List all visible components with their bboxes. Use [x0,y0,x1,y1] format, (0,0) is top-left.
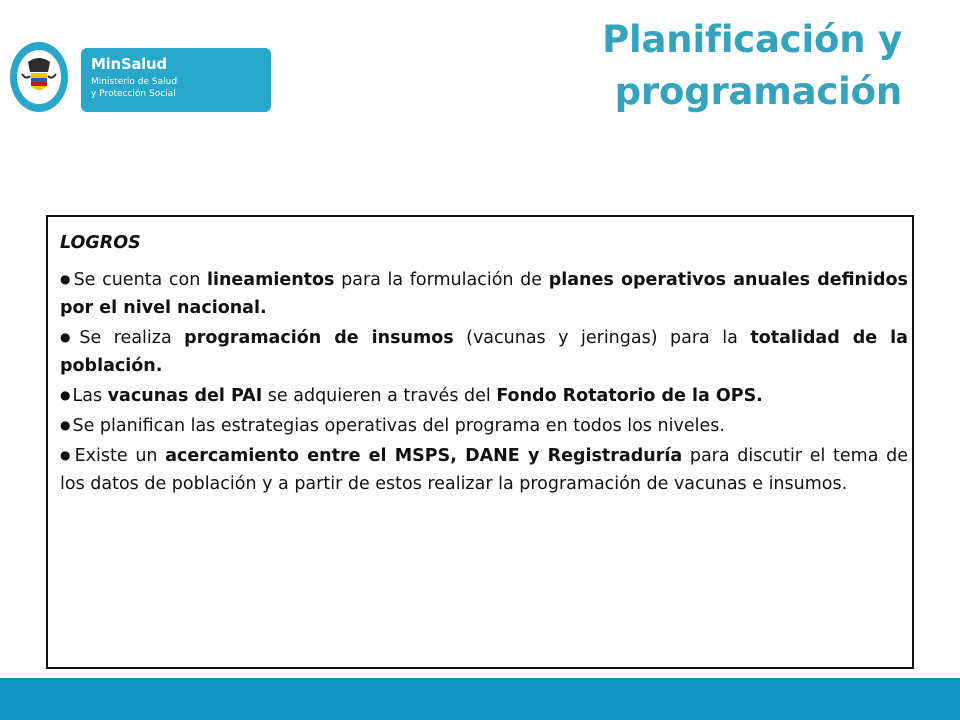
title-line-1: Planificación y [602,18,902,61]
colombia-seal-icon [8,40,70,114]
minsalud-brand-box [81,48,271,112]
logro-item-4 [60,411,908,440]
item-bold: totalidad de la población. [60,328,908,376]
logro-item-1 [60,265,908,322]
item-text: Existe un [74,446,166,466]
logro-item-5 [60,441,908,498]
bullet-icon: ● [60,388,71,402]
logro-item-2 [60,323,908,380]
item-bold: planes operativos anuales definidos por el nivel nacional. [60,270,908,318]
brand-line-2: y Protección Social [91,89,176,99]
item-bold: vacunas del PAI [107,386,263,406]
item-bold: lineamientos [206,270,335,290]
item-bold: programación de insumos [184,328,454,348]
brand-line-1: Ministerio de Salud [91,77,178,87]
logros-heading: LOGROS [60,233,141,253]
item-text: para la formulación de [334,270,549,290]
bullet-icon: ● [60,330,78,344]
slide-title [382,14,902,118]
item-text: Se planifican las estrategias operativas del programa en todos los niveles. [72,416,725,436]
header-logo [8,40,274,116]
item-text: Las [72,386,108,406]
item-text: Se cuenta con [73,270,207,290]
item-bold: Fondo Rotatorio de la OPS. [496,386,763,406]
logro-item-3 [60,381,908,410]
item-text: se adquieren a través del [262,386,497,406]
title-line-2: programación [614,70,902,113]
item-bold: acercamiento entre el MSPS, DANE y Registraduría [165,446,683,466]
bullet-icon: ● [60,418,71,432]
logros-box [46,215,914,669]
item-text: Se realiza [79,328,185,348]
bullet-icon: ● [60,272,72,286]
bullet-icon: ● [60,448,73,462]
brand-subtitle [91,76,177,100]
item-text: para discutir el tema de los datos de población y a partir de estos realizar la programación de vacunas e insumos. [60,446,908,494]
footer-bar [0,678,960,720]
item-text: (vacunas y jeringas) para la [453,328,751,348]
brand-name: MinSalud [91,55,167,73]
